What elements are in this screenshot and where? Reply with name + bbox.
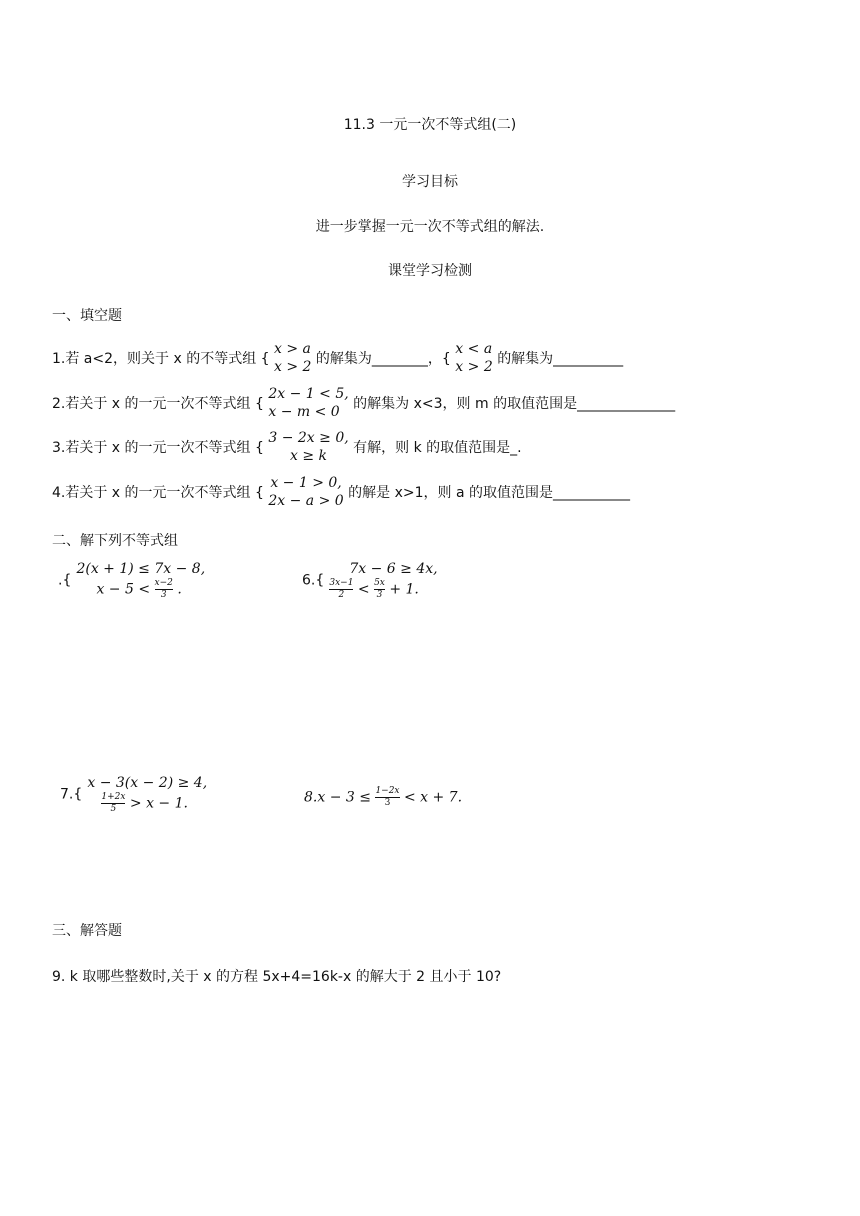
p6-fraction-2 xyxy=(374,578,385,601)
q3-sys-line1: 3 − 2x ≥ 0, xyxy=(268,430,349,446)
p8-frac-num: 1−2x xyxy=(375,786,400,796)
section1-heading: 一、填空题 xyxy=(52,308,122,324)
p7-line1: x − 3(x − 2) ≥ 4, xyxy=(87,775,208,791)
q4-suffix: 的解是 x>1，则 a 的取值范围是___________ xyxy=(348,485,630,501)
q3-sys-line2: x ≥ k xyxy=(290,448,328,464)
problem-5 xyxy=(58,560,205,601)
q2-suffix: 的解集为 x<3，则 m 的取值范围是______________ xyxy=(353,396,676,412)
question-1 xyxy=(52,340,623,376)
q1-sys1-line1: x > a xyxy=(274,341,311,357)
q1-system-1 xyxy=(274,340,311,376)
q1-prefix: 1.若 a<2，则关于 x 的不等式组 { xyxy=(52,351,270,367)
q2-sys-line1: 2x − 1 < 5, xyxy=(268,386,349,402)
p5-fraction xyxy=(155,578,173,601)
p6-fraction-1 xyxy=(329,578,353,601)
q1-sys1-line2: x > 2 xyxy=(274,359,312,375)
page-title: 11.3 一元一次不等式组(二) xyxy=(343,117,517,133)
q4-sys-line2: 2x − a > 0 xyxy=(268,493,344,509)
p6-frac1-num: 3x−1 xyxy=(329,578,354,588)
q1-mid: 的解集为________，{ xyxy=(315,351,451,367)
q1-sys2-line1: x < a xyxy=(455,341,493,357)
p7-fraction xyxy=(101,792,125,815)
p7-system xyxy=(87,774,207,815)
p5-frac-den: 3 xyxy=(160,590,167,600)
p8-fraction xyxy=(375,786,399,809)
q1-suffix: 的解集为__________ xyxy=(497,351,624,367)
q1-sys2-line2: x > 2 xyxy=(455,359,493,375)
q2-prefix: 2.若关于 x 的一元一次不等式组 { xyxy=(52,396,264,412)
check-heading: 课堂学习检测 xyxy=(388,263,472,279)
q4-sys-line1: x − 1 > 0, xyxy=(270,475,342,491)
problem-8 xyxy=(304,786,462,809)
p6-line2 xyxy=(329,578,437,601)
p8-post: < x + 7. xyxy=(403,789,463,806)
p6-line2-post: + 1. xyxy=(389,581,419,598)
q2-system xyxy=(268,385,348,421)
p8-pre: 8.x − 3 ≤ xyxy=(304,789,371,806)
q4-prefix: 4.若关于 x 的一元一次不等式组 { xyxy=(52,485,264,501)
p5-system xyxy=(76,560,205,601)
question-4 xyxy=(52,474,630,510)
problem-6 xyxy=(302,560,438,601)
p5-label: .{ xyxy=(58,572,72,589)
question-3 xyxy=(52,429,522,465)
q4-system xyxy=(268,474,343,510)
section2-heading: 二、解下列不等式组 xyxy=(52,533,178,549)
q3-system xyxy=(268,429,348,465)
p7-line2-post: > x − 1. xyxy=(129,795,188,812)
p6-system xyxy=(329,560,437,601)
p5-line1: 2(x + 1) ≤ 7x − 8, xyxy=(76,561,206,577)
q2-sys-line2: x − m < 0 xyxy=(268,404,340,420)
p6-line1: 7x − 6 ≥ 4x, xyxy=(349,561,438,577)
question-9: 9. k 取哪些整数时,关于 x 的方程 5x+4=16k-x 的解大于 2 且小于 10? xyxy=(52,969,502,985)
p5-frac-num: x−2 xyxy=(154,578,173,588)
p6-mid: < xyxy=(357,581,370,598)
problem-7 xyxy=(60,774,207,815)
p7-frac-num: 1+2x xyxy=(101,792,126,802)
question-2 xyxy=(52,385,675,421)
p6-frac1-den: 2 xyxy=(338,590,345,600)
q3-suffix: 有解，则 k 的取值范围是_. xyxy=(353,440,522,456)
q1-system-2 xyxy=(455,340,492,376)
section3-heading: 三、解答题 xyxy=(52,923,122,939)
goal-heading: 学习目标 xyxy=(402,174,458,190)
p7-frac-den: 5 xyxy=(110,804,117,814)
p5-line2-post: . xyxy=(177,581,182,598)
p8-frac-den: 3 xyxy=(384,798,391,808)
p6-frac2-num: 5x xyxy=(374,578,385,588)
goal-text: 进一步掌握一元一次不等式组的解法. xyxy=(315,219,545,235)
p5-line2 xyxy=(76,578,205,601)
q3-prefix: 3.若关于 x 的一元一次不等式组 { xyxy=(52,440,264,456)
p7-line2 xyxy=(87,792,207,815)
p7-label: 7.{ xyxy=(60,786,83,803)
p6-label: 6.{ xyxy=(302,572,325,589)
p6-frac2-den: 3 xyxy=(376,590,383,600)
p5-line2-pre: x − 5 < xyxy=(96,581,151,598)
